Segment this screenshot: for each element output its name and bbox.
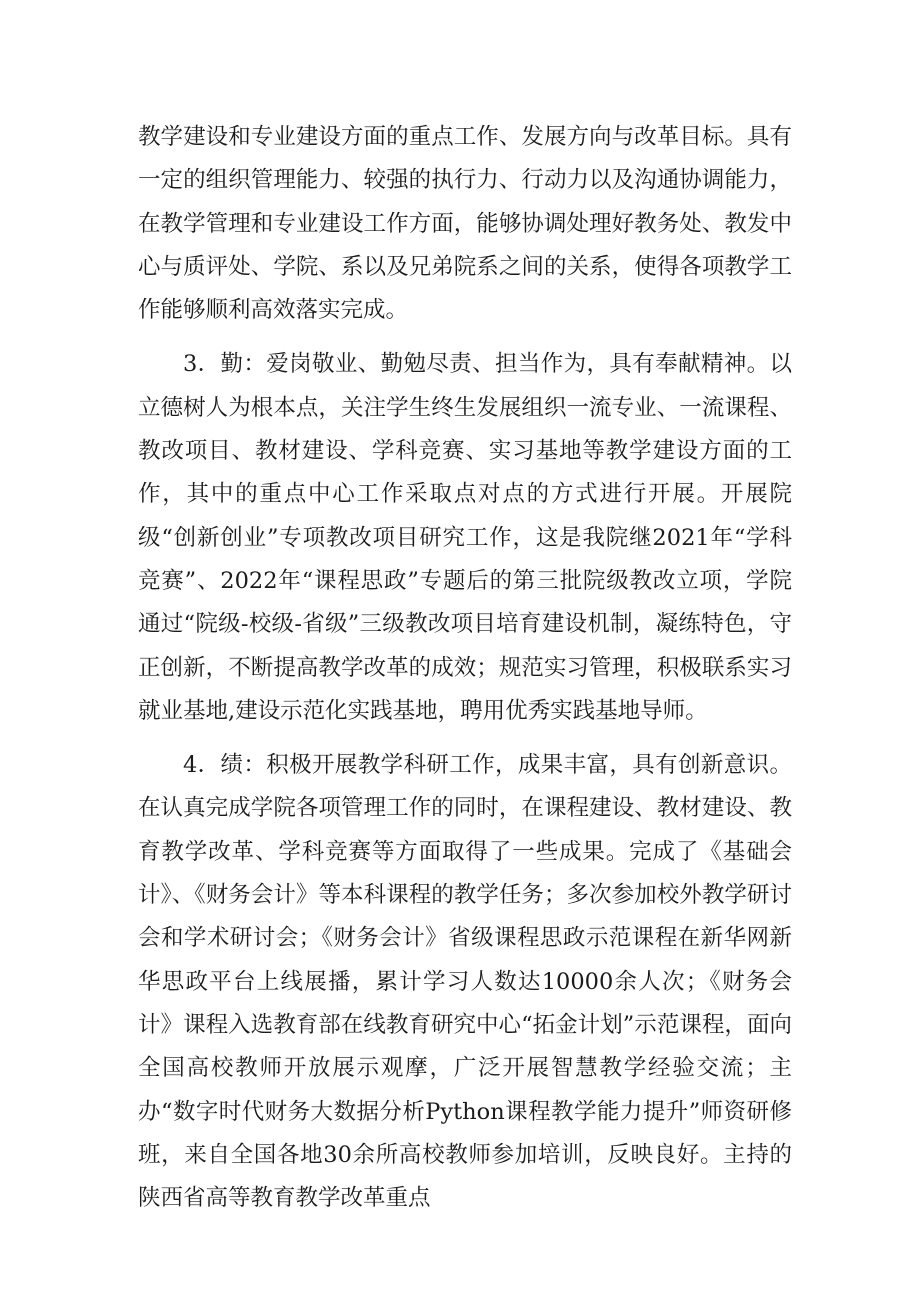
paragraph-continuation: 教学建设和专业建设方面的重点工作、发展方向与改革目标。具有一定的组织管理能力、较强的执行力、行动力以及沟通协调能力，在教学管理和专业建设工作方面，能够协调处理好教务处、教发中心与质评处、学院、系以及兄弟院系之间的关系，使得各项教学工作能够顺利高效落实完成。 bbox=[138, 124, 792, 324]
document-body bbox=[138, 116, 792, 1231]
paragraph-qin-diligence: 3．勤：爱岗敬业、勤勉尽责、担当作为，具有奉献精神。以立德树人为根本点，关注学生终生发展组织一流专业、一流课程、教改项目、教材建设、学科竞赛、实习基地等教学建设方面的工作，其中的重点中心工作采取点对点的方式进行开展。开展院级“创新创业”专项教改项目研究工作，这是我院继2021年“学科竞赛”、2022年“课程思政”专题后的第三批院级教改立项，学院通过“院级-校级-省级”三级教改项目培育建设机制，凝练特色，守正创新，不断提高教学改革的成效；规范实习管理，积极联系实习就业基地,建设示范化实践基地，聘用优秀实践基地导师。 bbox=[138, 351, 792, 724]
paragraph-ji-achievements: 4．绩：积极开展教学科研工作，成果丰富，具有创新意识。在认真完成学院各项管理工作的同时，在课程建设、教材建设、教育教学改革、学科竞赛等方面取得了一些成果。完成了《基础会计》、《财务会计》等本科课程的教学任务；多次参加校外教学研讨会和学术研讨会；《财务会计》省级课程思政示范课程在新华网新华思政平台上线展播，累计学习人数达10000余人次；《财务会计》课程入选教育部在线教育研究中心“拓金计划”示范课程，面向全国高校教师开放展示观摩，广泛开展智慧教学经验交流；主办“数字时代财务大数据分析Python课程教学能力提升”师资研修班，来自全国各地30余所高校教师参加培训，反映良好。主持的陕西省高等教育教学改革重点 bbox=[138, 752, 792, 1212]
